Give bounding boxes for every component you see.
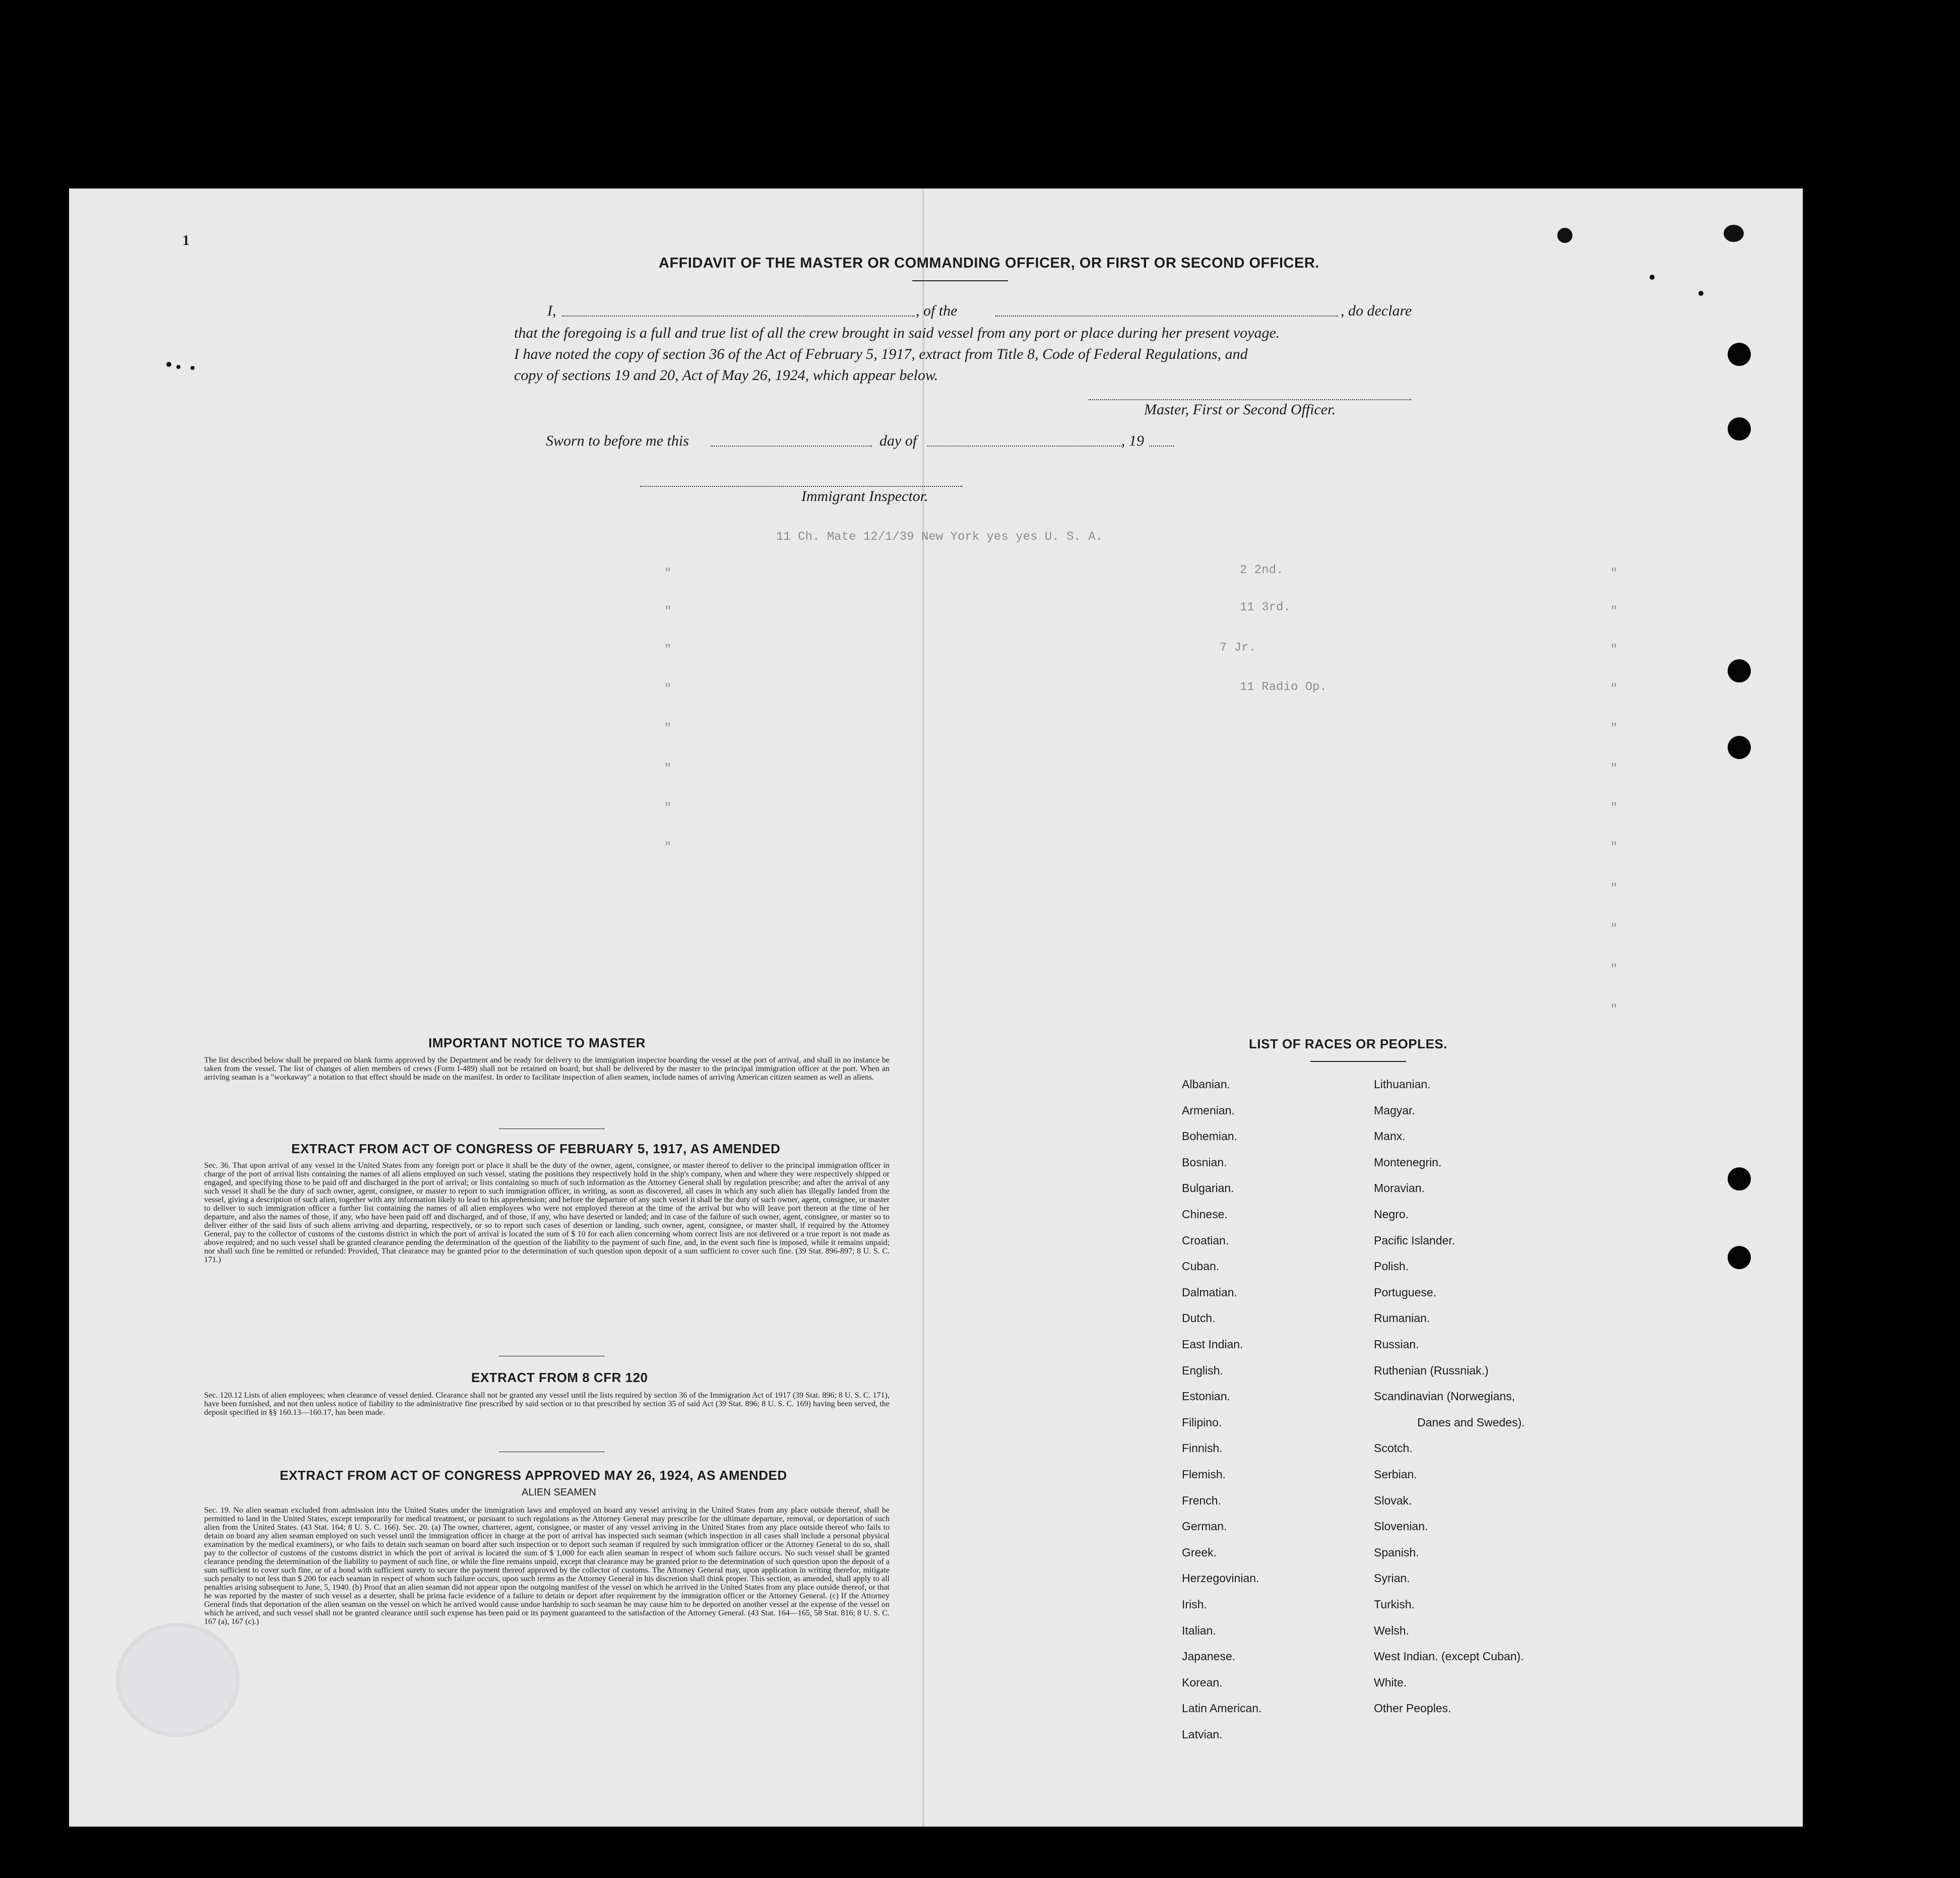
month-blank — [927, 446, 1124, 447]
race-item: Manx. — [1374, 1130, 1406, 1143]
race-item: Croatian. — [1182, 1233, 1229, 1247]
race-item: Montenegrin. — [1374, 1155, 1442, 1169]
race-item: Irish. — [1182, 1598, 1207, 1611]
race-item: English. — [1182, 1363, 1223, 1377]
race-item: Dalmatian. — [1182, 1285, 1237, 1299]
race-item: Flemish. — [1182, 1468, 1226, 1481]
race-item: Korean. — [1182, 1675, 1223, 1689]
race-item: Albanian. — [1182, 1078, 1230, 1091]
extract-1924-text: Sec. 19. No alien seaman excluded from admission into the United States under the immigration laws and employed on board any vessel arriving in the United States from any place outside thereof, shall be permitted to land in the United States, except temporarily for medical treatment, or pursuant to such regulations as the Attorney General may prescribe for the ultimate departure, removal, or deportation of such alien from the United States. (43 Stat. 164; 8 U. S. C. 166). Sec. 20. (a) The owner, charterer, agent, consignee, or master of any vessel arriving in the United States from any place outside thereof who fails to detain on board any alien seaman employed on such vessel until the immigration officer in charge at the port of arrival has inspected such seaman (which inspection in all cases shall include a personal physical examination by the medical examiners), or who fails to detain such seaman on board after such inspection or to deport such seaman if required by such immigration officer or the Attorney General to do so, shall pay to the collector of customs of the customs district in which the port of arrival is located the sum of $ 1,000 for each alien seaman in respect of whom such failure occurs. No such vessel shall be granted clearance pending the determination of the liability to payment of such fine, or while the fine remains unpaid, except that clearance may be granted prior to the determination of such question upon the deposit of a sum sufficient to cover such fine, or of a bond with sufficient surety to secure the payment thereof approved by the collector of customs. The Attorney General may, upon application in writing therefor, mitigate such penalty to not less than $ 200 for each seaman in respect of whom such failure occurs, upon such terms as the Attorney General in his discretion shall think proper. This section, as amended, shall apply to all penalties arising subsequent to June, 5, 1940. (b) Proof that an alien seaman did not appear upon the outgoing manifest of the vessel on which he arrived in the United States from any place outside thereof, or that he was reported by the master of such vessel as a deserter, shall be prima facie evidence of a failure to detain or deport after requirement by the immigration officer or the Attorney General. (c) If the Attorney General finds that deportation of the alien seaman on the vessel on which he arrived would cause undue hardship to such seaman he may cause him to be deported on another vessel at the expense of the vessel on which he arrived, and such vessel shall not be granted clearance until such expense has been paid or its payment guaranteed to the satisfaction of the Attorney General. (43 Stat. 164—165, 58 Stat. 816; 8 U. S. C. 167 (a), 167 (c).) — [204, 1506, 890, 1626]
race-item: Armenian. — [1182, 1103, 1235, 1117]
race-item: Danes and Swedes). — [1417, 1415, 1525, 1429]
race-item: French. — [1182, 1493, 1221, 1507]
race-item: Serbian. — [1374, 1468, 1417, 1481]
race-item: Cuban. — [1182, 1260, 1220, 1273]
race-item: Syrian. — [1374, 1572, 1410, 1585]
race-item: Welsh. — [1374, 1623, 1409, 1637]
sworn-label: Sworn to before me this — [546, 432, 689, 449]
name-blank — [562, 316, 915, 317]
race-item: Slovak. — [1374, 1493, 1412, 1507]
affidavit-of-the: , of the — [916, 302, 958, 319]
vessel-blank — [995, 316, 1338, 317]
inspector-label: Immigrant Inspector. — [801, 488, 928, 505]
race-item: Lithuanian. — [1374, 1078, 1431, 1091]
page-mark: 1 — [182, 233, 189, 248]
race-item: White. — [1374, 1675, 1407, 1689]
day-of-label: day of — [879, 432, 917, 449]
race-item: Filipino. — [1182, 1415, 1222, 1429]
race-item: Moravian. — [1374, 1181, 1425, 1195]
notice-title: IMPORTANT NOTICE TO MASTER — [428, 1035, 646, 1050]
extract-cfr-text: Sec. 120.12 Lists of alien employees; when clearance of vessel denied. Clearance shall not be granted any vessel until the lists required by section 36 of the Immigration Act of 1917 (39 Stat. 896; 8 U. S. C. 171), have been furnished, and not then unless notice of liability to the administrative fine prescribed by said section or to that prescribed by section 35 of said Act (39 Stat. 896; 8 U. S. C. 169) having been served, the deposit specified in §§ 160.13—160.17, has been made. — [204, 1391, 890, 1417]
race-item: Latvian. — [1182, 1728, 1223, 1741]
signature-label: Master, First or Second Officer. — [1144, 401, 1336, 418]
inspector-blank — [640, 486, 963, 487]
fold-line — [922, 189, 924, 1827]
signature-blank — [1089, 399, 1411, 400]
affidavit-line2: that the foregoing is a full and true list of all the crew brought in said vessel from any port or place during her present voyage. — [514, 325, 1280, 341]
notice-text: The list described below shall be prepared on blank forms approved by the Department and be ready for delivery to the immigration inspector boarding the vessel at the port of arrival, and shall in no instance be taken from the vessel. The list of changes of alien members of crews (Form I-489) shall not be retained on board, but shall be delivered by the master to the principal immigration officer at the port. When an arriving seaman is a "workaway" a notation to that effect should be made on the manifest. In order to facilitate inspection of alien seamen, include names of arriving American citizen seamen as well as aliens. — [204, 1056, 890, 1082]
extract-1917-text: Sec. 36. That upon arrival of any vessel in the United States from any foreign port or place it shall be the duty of the owner, agent, consignee, or master thereof to deliver to the principal immigration officer in charge of the port of arrival lists containing the names of all aliens employed on such vessel, stating the positions they respectively hold in the ship's company, when and where they were respectively shipped or engaged, and specifying those to be paid off and discharged in the port of arrival; or lists containing so much of such information as the Attorney General shall by regulation prescribe; and after the arrival of any such vessel it shall be the duty of such owner, agent, consignee, or master to report to such immigration officer, in writing, as soon as discovered, all cases in which any such alien has illegally landed from the vessel, giving a description of such alien, together with any information likely to lead to his apprehension; and before the departure of any such vessel it shall be the duty of such owner, agent, consignee, or master to deliver to such immigration officer a further list containing the names of all alien employees who were not employed thereon at the time of the arrival but who will leave port thereon at the time of her departure, and also the names of those, if any, who have been paid off and discharged, and of those, if any, who have deserted or landed; and in case of the failure of such owner, agent, consignee, or master so to deliver either of the said lists of such aliens arriving and departing, respectively, or so to report such cases of desertion or landing, such owner, agent, consignee, or master shall, if required by the Attorney General, pay to the collector of customs of the customs district in which the port of arrival is located the sum of $ 10 for each alien concerning whom correct lists are not delivered or a true report is not made as above required; and no such vessel shall be granted clearance pending the determination of the question of the liability to the payment of such fine, and, in the event such fine is imposed, while it remains unpaid; nor shall such fine be remitted or refunded: Provided, That clearance may be granted prior to the determination of such question upon deposit of a sum sufficient to cover such fine. (39 Stat. 896-897; 8 U. S. C. 171.) — [204, 1161, 890, 1264]
extract-cfr-title: EXTRACT FROM 8 CFR 120 — [471, 1370, 648, 1385]
race-item: Greek. — [1182, 1545, 1217, 1559]
race-item: Bosnian. — [1182, 1155, 1227, 1169]
races-underline — [1310, 1061, 1406, 1062]
race-item: Spanish. — [1374, 1545, 1419, 1559]
race-item: Rumanian. — [1374, 1311, 1430, 1325]
embossed-seal — [116, 1623, 240, 1737]
race-item: Bulgarian. — [1182, 1181, 1234, 1195]
extract-1924-title: EXTRACT FROM ACT OF CONGRESS APPROVED MAY 26, 1924, AS AMENDED — [280, 1468, 787, 1483]
race-item: Chinese. — [1182, 1208, 1228, 1221]
extract-1924-subtitle: ALIEN SEAMEN — [522, 1487, 596, 1498]
race-item: Ruthenian (Russniak.) — [1374, 1363, 1489, 1377]
affidavit-line3: I have noted the copy of section 36 of the Act of February 5, 1917, extract from Title 8, Code of Federal Regulations, and — [514, 346, 1248, 362]
race-item: Dutch. — [1182, 1311, 1216, 1325]
race-item: Portuguese. — [1374, 1285, 1437, 1299]
race-item: Estonian. — [1182, 1390, 1230, 1403]
race-item: East Indian. — [1182, 1338, 1243, 1351]
affidavit-title: AFFIDAVIT OF THE MASTER OR COMMANDING OFFICER, OR FIRST OR SECOND OFFICER. — [659, 255, 1319, 271]
race-item: Russian. — [1374, 1338, 1419, 1351]
title-underline — [912, 280, 1008, 281]
year-label: , 19 — [1121, 432, 1144, 449]
extract-1917-title: EXTRACT FROM ACT OF CONGRESS OF FEBRUARY 5, 1917, AS AMENDED — [291, 1141, 781, 1156]
race-item: Scandinavian (Norwegians, — [1374, 1390, 1515, 1403]
sworn-day-blank — [711, 446, 872, 447]
race-item: Latin American. — [1182, 1702, 1262, 1715]
race-item: Turkish. — [1374, 1598, 1415, 1611]
race-item: Negro. — [1374, 1208, 1409, 1221]
race-item: Finnish. — [1182, 1442, 1223, 1455]
races-title: LIST OF RACES OR PEOPLES. — [1249, 1036, 1447, 1051]
year-blank — [1149, 446, 1174, 447]
race-item: Other Peoples. — [1374, 1702, 1451, 1715]
race-item: Italian. — [1182, 1623, 1216, 1637]
race-item: Herzegovinian. — [1182, 1572, 1259, 1585]
affidavit-declare: , do declare — [1341, 302, 1412, 319]
race-item: West Indian. (except Cuban). — [1374, 1650, 1524, 1663]
race-item: Scotch. — [1374, 1442, 1413, 1455]
race-item: Pacific Islander. — [1374, 1233, 1456, 1247]
race-item: Japanese. — [1182, 1650, 1236, 1663]
race-item: Magyar. — [1374, 1103, 1415, 1117]
affidavit-i: I, — [547, 302, 556, 319]
race-item: Polish. — [1374, 1260, 1409, 1273]
affidavit-line4: copy of sections 19 and 20, Act of May 26, 1924, which appear below. — [514, 367, 938, 384]
race-item: Slovenian. — [1374, 1520, 1428, 1533]
race-item: Bohemian. — [1182, 1130, 1237, 1143]
race-item: German. — [1182, 1520, 1227, 1533]
